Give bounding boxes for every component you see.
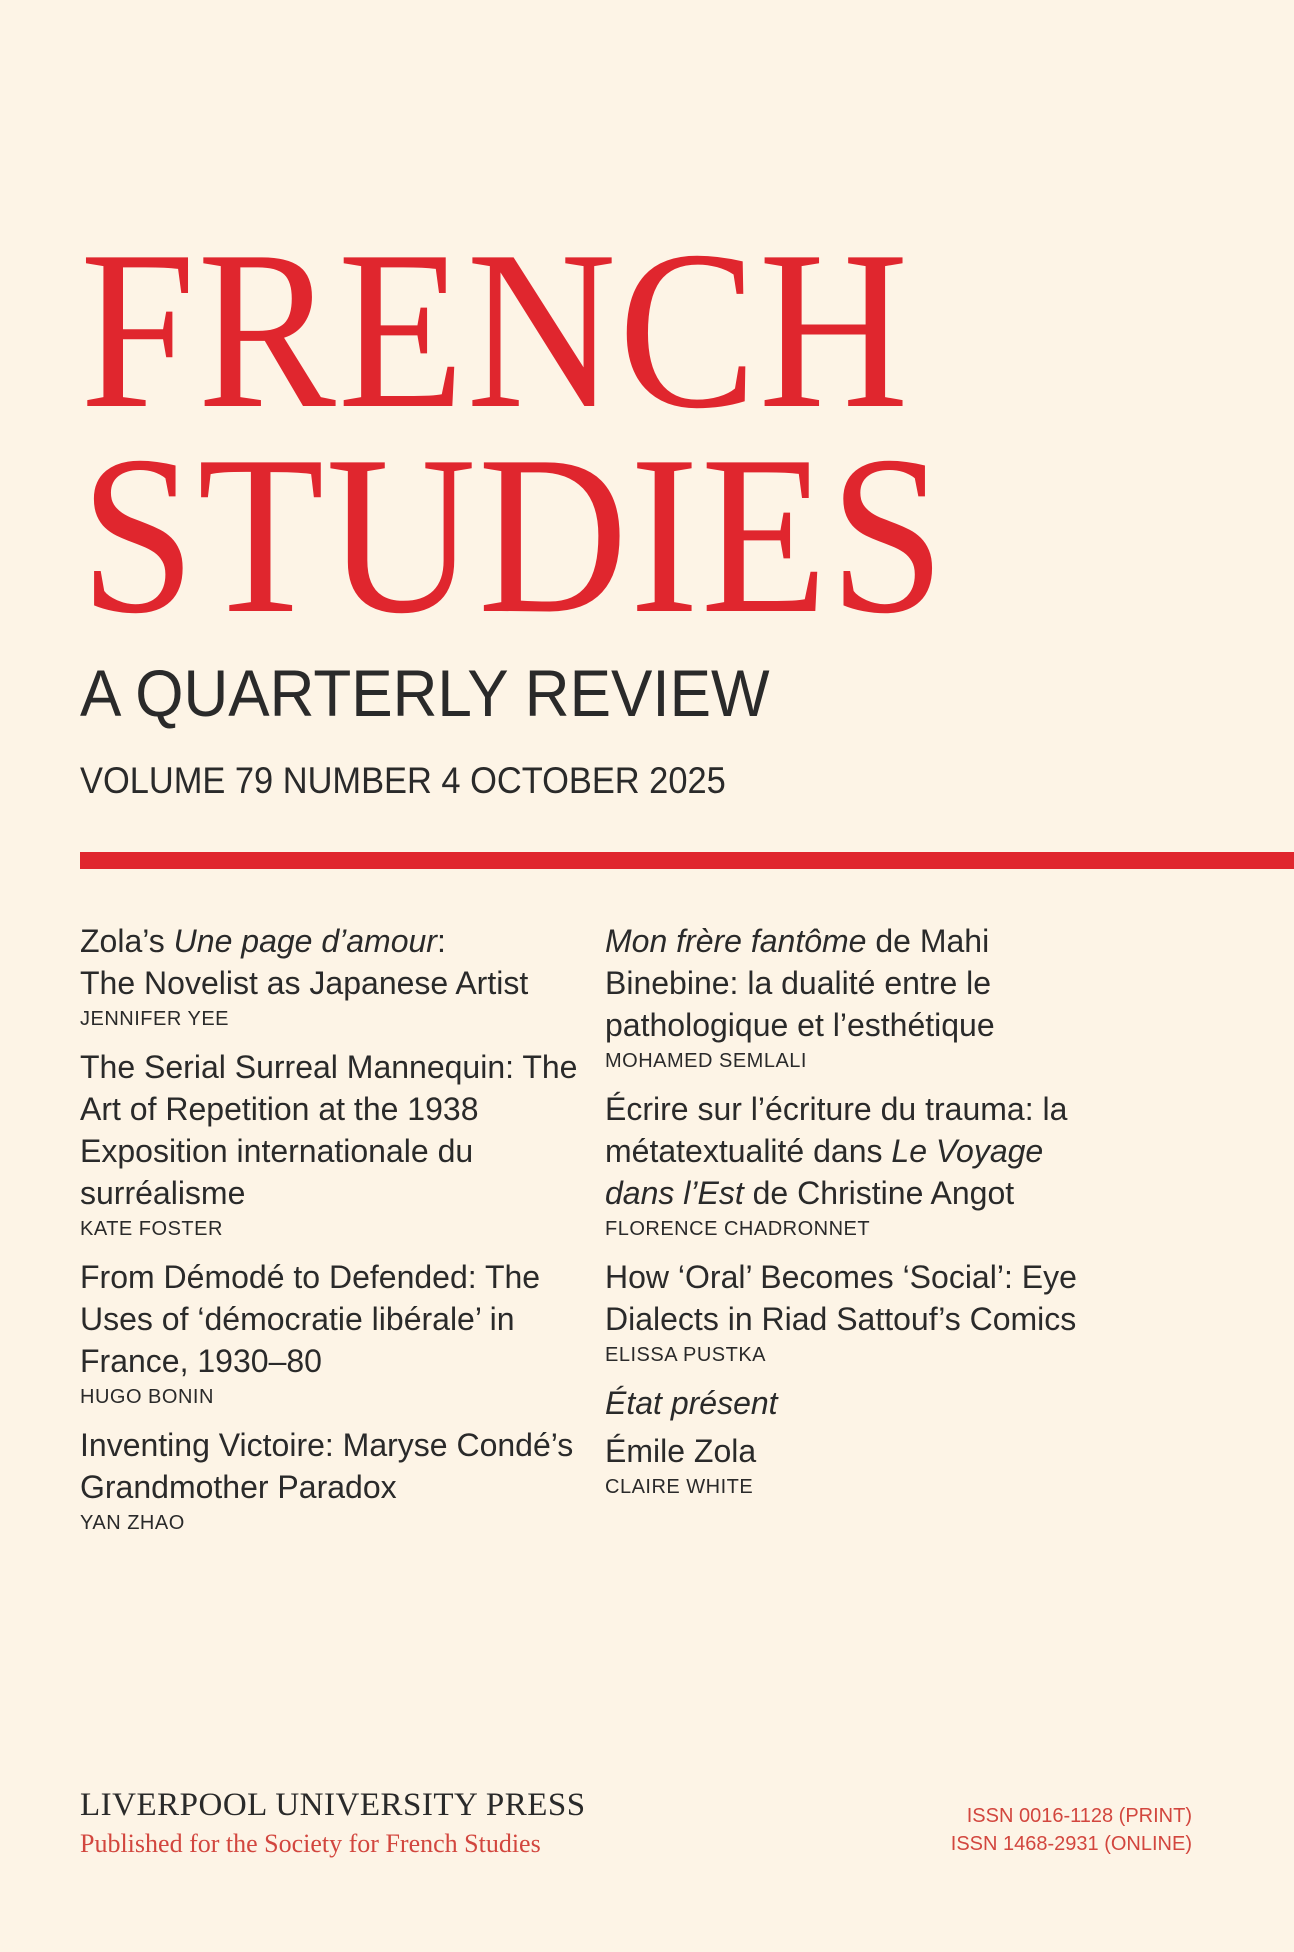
- article-title-italic: Mon frère fantôme: [605, 923, 867, 959]
- article-title: The Serial Surreal Mannequin: The Art of Repetition at the 1938 Exposition internationale du surréalisme: [80, 1049, 578, 1211]
- article-author: YAN ZHAO: [80, 1512, 185, 1534]
- article-title-text: de Mahi Binebine: la dualité entre le pathologique et l’esthétique: [605, 923, 995, 1043]
- issue-info: VOLUME 79 NUMBER 4 OCTOBER 2025: [80, 760, 726, 801]
- issn-online: ISSN 1468-2931 (ONLINE): [950, 1833, 1192, 1855]
- article-author: ELISSA PUSTKA: [605, 1344, 767, 1366]
- article-title-text: Écrire sur l’écriture du trauma: la métatextualité dans: [605, 1091, 1068, 1169]
- article-entry: [80, 1424, 580, 1536]
- article-entry: [80, 1046, 580, 1242]
- contents-right-column: [605, 920, 1105, 1514]
- article-entry: [605, 1088, 1105, 1242]
- article-title: Émile Zola: [605, 1433, 757, 1469]
- article-entry: [80, 1256, 580, 1410]
- etat-present-entry: [605, 1382, 1105, 1500]
- article-author: MOHAMED SEMLALI: [605, 1050, 807, 1072]
- article-title: From Démodé to Defended: The Uses of ‘démocratie libérale’ in France, 1930–80: [80, 1259, 541, 1379]
- article-author: FLORENCE CHADRONNET: [605, 1218, 871, 1240]
- article-title-italic: Le Voyage dans l’Est: [605, 1133, 1044, 1211]
- section-label: État présent: [605, 1385, 778, 1421]
- issn-print: ISSN 0016-1128 (PRINT): [966, 1805, 1192, 1827]
- article-author: CLAIRE WHITE: [605, 1476, 754, 1498]
- journal-title-line-1: FRENCH: [80, 205, 911, 456]
- article-author: JENNIFER YEE: [80, 1008, 229, 1030]
- article-title-italic: Une page d’amour: [173, 923, 437, 959]
- article-title-text: Zola’s: [80, 923, 174, 959]
- article-title: [605, 1088, 1105, 1214]
- journal-title: [80, 205, 1027, 661]
- journal-title-line-2: STUDIES: [80, 410, 947, 661]
- article-entry: [605, 1256, 1105, 1368]
- article-entry: [80, 920, 580, 1032]
- article-title: How ‘Oral’ Becomes ‘Social’: Eye Dialects in Riad Sattouf’s Comics: [605, 1259, 1077, 1337]
- article-author: HUGO BONIN: [80, 1386, 214, 1408]
- article-title: [80, 920, 580, 1004]
- article-entry: [605, 920, 1105, 1074]
- published-for-line: Published for the Society for French Studies: [80, 1829, 541, 1858]
- article-title: [605, 920, 1105, 1046]
- article-title: Inventing Victoire: Maryse Condé’s Grandmother Paradox: [80, 1427, 574, 1505]
- issn-block: [951, 1802, 1192, 1858]
- article-title-text: de Christine Angot: [743, 1175, 1015, 1211]
- article-title-text: :: [436, 923, 446, 959]
- journal-subtitle: A QUARTERLY REVIEW: [80, 656, 770, 730]
- publisher-name: LIVERPOOL UNIVERSITY PRESS: [80, 1787, 586, 1823]
- contents-left-column: [80, 920, 580, 1550]
- article-author: KATE FOSTER: [80, 1218, 223, 1240]
- article-title-text: The Novelist as Japanese Artist: [80, 965, 529, 1001]
- red-divider: [80, 852, 1294, 869]
